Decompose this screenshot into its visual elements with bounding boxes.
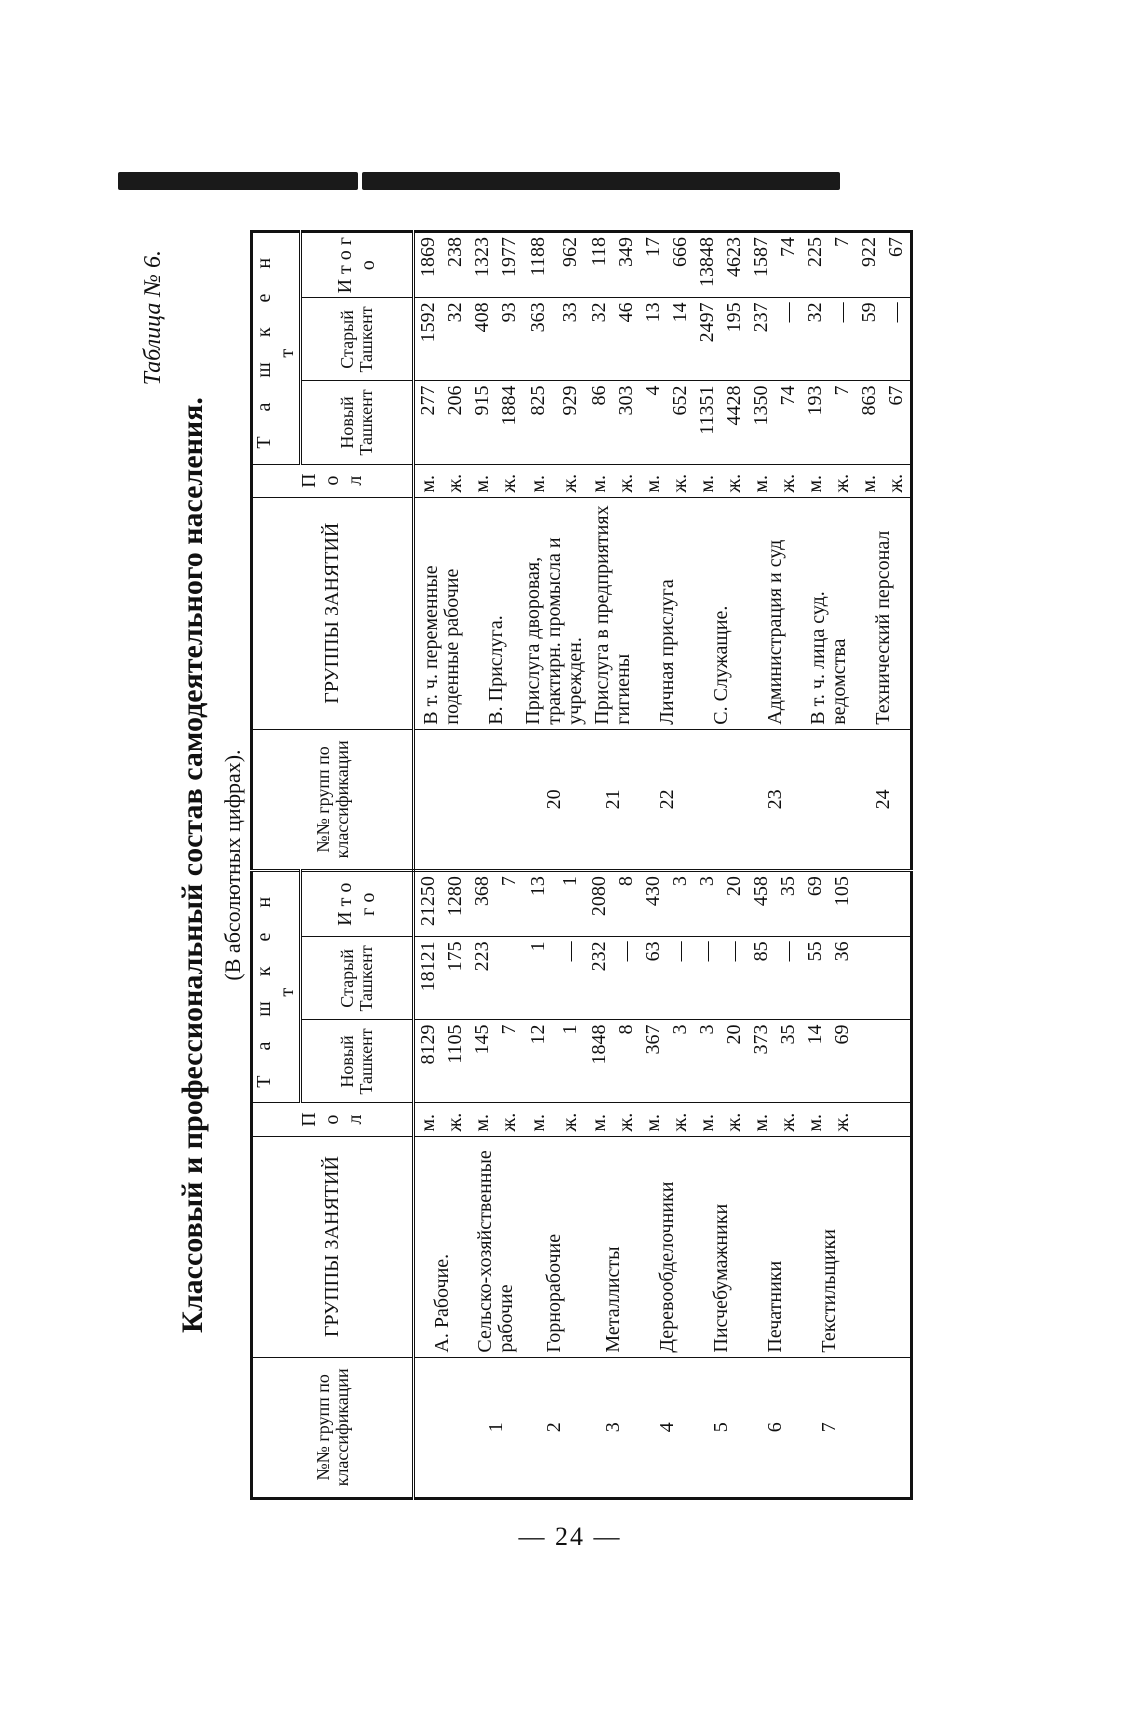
new-tashkent-value: 929 [555,381,587,464]
old-tashkent-value: 13 [640,298,667,381]
old-tashkent-value: 36 [829,937,856,1020]
new-tashkent-value: 1884 [496,381,523,464]
sex-cell: ж. [496,1103,523,1136]
table-subtitle: (В абсолютных цифрах). [220,749,245,981]
total-value: 3 [667,871,694,937]
group-number: 5 [694,1357,748,1498]
sex-cell [883,1103,912,1136]
group-name: Сельско-хозяйственные рабочие [469,1136,523,1357]
col-total: И т о г о [301,871,414,937]
sex-cell: ж. [883,464,912,497]
sex-cell: ж. [721,1103,748,1136]
old-tashkent-value: 2497 [694,298,721,381]
sex-cell: ж. [555,464,587,497]
group-name: Личная прислуга [640,497,694,729]
total-value: 1280 [442,871,469,937]
group-number: 2 [523,1357,586,1498]
sex-cell: м. [694,464,721,497]
table-row [694,232,721,1499]
group-name: В т. ч. лица суд. ведомства [802,497,856,729]
group-number [414,1357,470,1498]
total-value: 1869 [414,232,443,298]
sex-cell: м. [586,1103,613,1136]
group-name: Администрация и суд [748,497,802,729]
new-tashkent-value: 3 [667,1020,694,1103]
sex-cell: ж. [775,464,802,497]
total-value [856,871,883,937]
group-name [856,1136,912,1357]
old-tashkent-value: 93 [496,298,523,381]
sex-cell: м. [640,1103,667,1136]
total-value: 8 [613,871,640,937]
sex-cell: м. [694,1103,721,1136]
group-number: 24 [856,729,912,870]
group-number [856,1357,912,1498]
new-tashkent-value: 652 [667,381,694,464]
total-value: 1977 [496,232,523,298]
total-value [883,871,912,937]
total-value: 349 [613,232,640,298]
new-tashkent-value: 1105 [442,1020,469,1103]
new-tashkent-value: 825 [523,381,555,464]
old-tashkent-value: — [613,937,640,1020]
sex-cell: м. [802,1103,829,1136]
new-tashkent-value: 277 [414,381,443,464]
new-tashkent-value: 1848 [586,1020,613,1103]
total-value: 69 [802,871,829,937]
group-number: 20 [523,729,586,870]
old-tashkent-value: 1 [523,937,555,1020]
col-new-tashkent-right: Новый Ташкент [301,381,414,464]
col-occupation-groups-right: ГРУППЫ ЗАНЯТИЙ [252,497,414,729]
col-new-tashkent: Новый Ташкент [301,1020,414,1103]
old-tashkent-value: — [883,298,912,381]
old-tashkent-value: — [829,298,856,381]
total-value: 7 [496,871,523,937]
sex-cell: ж. [442,464,469,497]
new-tashkent-value: 303 [613,381,640,464]
old-tashkent-value [883,937,912,1020]
new-tashkent-value: 193 [802,381,829,464]
total-value: 3 [694,871,721,937]
group-number: 22 [640,729,694,870]
new-tashkent-value: 12 [523,1020,555,1103]
new-tashkent-value: 7 [829,381,856,464]
new-tashkent-value: 35 [775,1020,802,1103]
sex-cell: ж. [829,1103,856,1136]
sex-cell: ж. [667,464,694,497]
sex-cell: ж. [442,1103,469,1136]
group-number: 6 [748,1357,802,1498]
sex-cell: ж. [555,1103,587,1136]
sex-cell: м. [414,1103,443,1136]
table-row [640,232,667,1499]
total-value: 2080 [586,871,613,937]
total-value: 666 [667,232,694,298]
sex-cell: м. [640,464,667,497]
new-tashkent-value: 206 [442,381,469,464]
table-row [469,232,496,1499]
col-occupation-groups: ГРУППЫ ЗАНЯТИЙ [252,1136,414,1357]
new-tashkent-value: 86 [586,381,613,464]
sex-cell: м. [469,464,496,497]
new-tashkent-value: 8129 [414,1020,443,1103]
old-tashkent-value: 32 [586,298,613,381]
old-tashkent-value: 363 [523,298,555,381]
sex-cell: ж. [496,464,523,497]
table-row [856,232,883,1499]
total-value: 238 [442,232,469,298]
group-name: А. Рабочие. [414,1136,470,1357]
total-value: 21250 [414,871,443,937]
total-value: 35 [775,871,802,937]
old-tashkent-value: 195 [721,298,748,381]
top-rule-right [362,172,840,190]
col-total-right: И т о г о [301,232,414,298]
new-tashkent-value: 69 [829,1020,856,1103]
group-name: Писчебумажники [694,1136,748,1357]
table-row [586,232,613,1499]
new-tashkent-value: 4428 [721,381,748,464]
sex-cell: м. [523,1103,555,1136]
group-number [694,729,748,870]
total-value: 105 [829,871,856,937]
total-value: 962 [555,232,587,298]
col-tashkent-right: Т а ш к е н т [252,232,301,465]
total-value: 1323 [469,232,496,298]
new-tashkent-value: 373 [748,1020,775,1103]
new-tashkent-value: 1350 [748,381,775,464]
group-number: 21 [586,729,640,870]
old-tashkent-value: — [775,937,802,1020]
total-value: 17 [640,232,667,298]
header-row-1 [252,232,301,1499]
table-body [414,232,912,1499]
sex-cell: ж. [613,464,640,497]
col-old-tashkent: Старый Ташкент [301,937,414,1020]
total-value: 67 [883,232,912,298]
new-tashkent-value: 863 [856,381,883,464]
sex-cell: м. [523,464,555,497]
group-name: В т. ч. переменные поденные рабочие [414,497,470,729]
old-tashkent-value: 237 [748,298,775,381]
total-value: 368 [469,871,496,937]
sex-cell: м. [586,464,613,497]
old-tashkent-value: 408 [469,298,496,381]
top-rule-left [118,172,358,190]
sex-cell: ж. [721,464,748,497]
occupation-table [250,230,913,1500]
col-tashkent: Т а ш к е н т [252,871,301,1103]
group-name: Технический персонал [856,497,912,729]
group-name: Деревообделочники [640,1136,694,1357]
sex-cell: м. [414,464,443,497]
group-name: Металлисты [586,1136,640,1357]
table-row [748,232,775,1499]
new-tashkent-value: 67 [883,381,912,464]
old-tashkent-value: 85 [748,937,775,1020]
total-value: 1587 [748,232,775,298]
total-value: 458 [748,871,775,937]
new-tashkent-value: 7 [496,1020,523,1103]
sex-cell: м. [748,1103,775,1136]
new-tashkent-value: 367 [640,1020,667,1103]
old-tashkent-value: 63 [640,937,667,1020]
sex-cell: м. [748,464,775,497]
new-tashkent-value: 14 [802,1020,829,1103]
table-title: Классовый и профессиональный состав самодеятельного населения. [176,397,209,1333]
group-name: Текстильщики [802,1136,856,1357]
total-value: 118 [586,232,613,298]
sex-cell: ж. [775,1103,802,1136]
old-tashkent-value: 59 [856,298,883,381]
total-value: 1188 [523,232,555,298]
sex-cell: м. [802,464,829,497]
group-name: Прислуга дворовая, трактирн. промысла и учрежден. [523,497,586,729]
old-tashkent-value: 14 [667,298,694,381]
new-tashkent-value [883,1020,912,1103]
group-name: Горнорабочие [523,1136,586,1357]
old-tashkent-value: 223 [469,937,496,1020]
old-tashkent-value: — [694,937,721,1020]
old-tashkent-value: 32 [442,298,469,381]
total-value: 74 [775,232,802,298]
old-tashkent-value: 32 [802,298,829,381]
group-number: 7 [802,1357,856,1498]
total-value: 4623 [721,232,748,298]
total-value: 922 [856,232,883,298]
sex-cell: ж. [829,464,856,497]
total-value: 430 [640,871,667,937]
new-tashkent-value: 1 [555,1020,587,1103]
total-value: 7 [829,232,856,298]
old-tashkent-value: — [667,937,694,1020]
sex-cell [856,1103,883,1136]
group-name: В. Прислуга. [469,497,523,729]
old-tashkent-value: — [775,298,802,381]
sex-cell: ж. [667,1103,694,1136]
group-name: Прислуга в предприятиях гигиены [586,497,640,729]
old-tashkent-value: — [555,937,587,1020]
old-tashkent-value: 18121 [414,937,443,1020]
col-group-no-right: №№ групп по классификации [252,729,414,870]
sex-cell: ж. [613,1103,640,1136]
group-number: 3 [586,1357,640,1498]
table-row [802,232,829,1499]
page-number: — 24 — [518,1522,622,1551]
col-group-no: №№ групп по классификации [252,1357,414,1498]
new-tashkent-value: 11351 [694,381,721,464]
col-sex: П о л [252,1103,414,1136]
group-name: Печатники [748,1136,802,1357]
table-row [414,232,443,1499]
old-tashkent-value: 175 [442,937,469,1020]
total-value: 13848 [694,232,721,298]
old-tashkent-value: 46 [613,298,640,381]
sex-cell: м. [469,1103,496,1136]
new-tashkent-value: 8 [613,1020,640,1103]
group-number: 23 [748,729,802,870]
group-number: 4 [640,1357,694,1498]
group-name: С. Служащие. [694,497,748,729]
total-value: 225 [802,232,829,298]
col-sex-right: П о л [252,464,414,497]
col-old-tashkent-right: Старый Ташкент [301,298,414,381]
old-tashkent-value: 55 [802,937,829,1020]
new-tashkent-value: 915 [469,381,496,464]
group-number [802,729,856,870]
rotated-table-sheet [140,230,990,1500]
old-tashkent-value [856,937,883,1020]
old-tashkent-value: 33 [555,298,587,381]
old-tashkent-value: 1592 [414,298,443,381]
group-number: 1 [469,1357,523,1498]
new-tashkent-value: 74 [775,381,802,464]
new-tashkent-value: 4 [640,381,667,464]
new-tashkent-value: 20 [721,1020,748,1103]
old-tashkent-value: 232 [586,937,613,1020]
table-row [523,232,555,1499]
new-tashkent-value [856,1020,883,1103]
old-tashkent-value [496,937,523,1020]
total-value: 1 [555,871,587,937]
total-value: 13 [523,871,555,937]
sex-cell: м. [856,464,883,497]
new-tashkent-value: 145 [469,1020,496,1103]
total-value: 20 [721,871,748,937]
group-number [469,729,523,870]
new-tashkent-value: 3 [694,1020,721,1103]
group-number [414,729,470,870]
table-number: Таблица № 6. [140,250,166,386]
old-tashkent-value: — [721,937,748,1020]
